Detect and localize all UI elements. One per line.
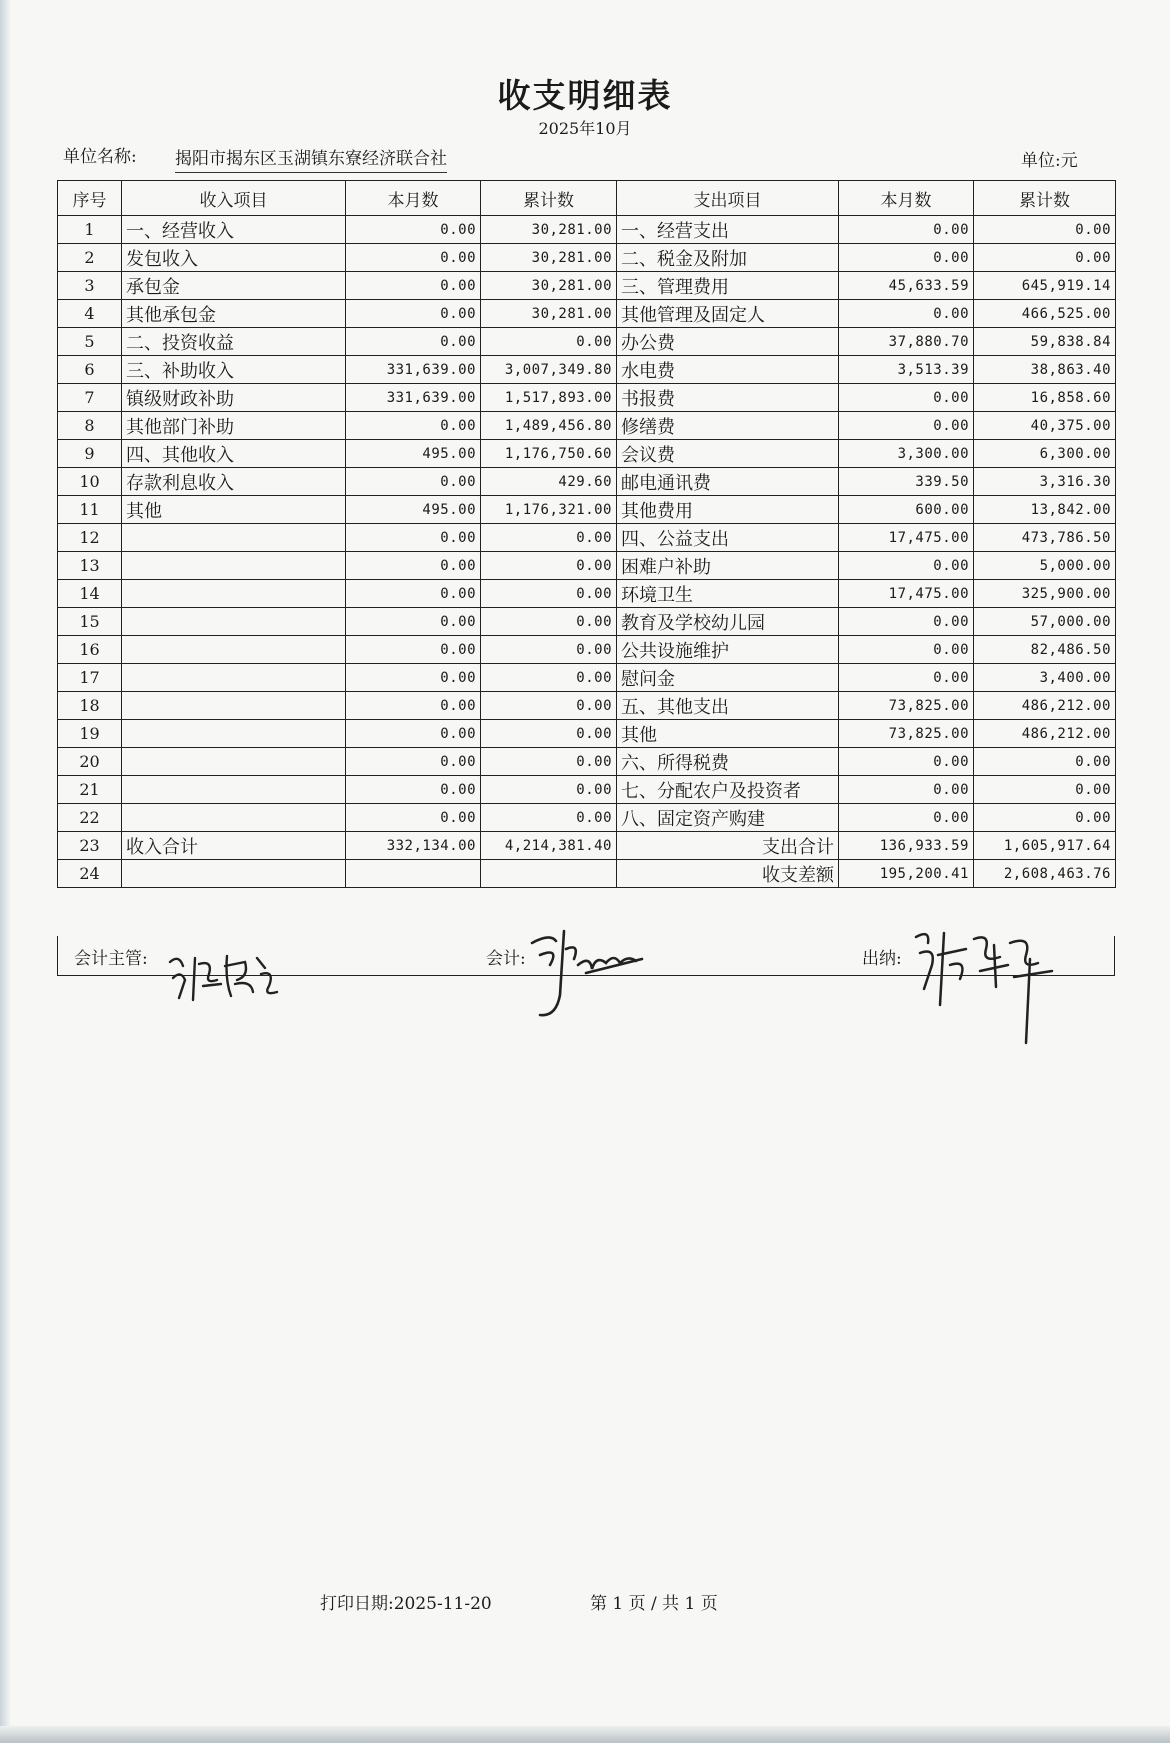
expense-item: 支出合计: [617, 832, 839, 860]
supervisor-label: 会计主管:: [74, 949, 148, 969]
income-cumulative: 1,176,750.60: [481, 440, 617, 468]
table-row: [58, 300, 1116, 328]
income-item: [122, 776, 346, 804]
accountant-signature: [520, 925, 650, 1025]
expense-month: 0.00: [839, 552, 974, 580]
table-row: [58, 720, 1116, 748]
table-row: [58, 216, 1116, 244]
expense-item: 八、固定资产购建: [617, 804, 839, 832]
expense-item: 公共设施维护: [617, 636, 839, 664]
unit-name-value: 揭阳市揭东区玉湖镇东寮经济联合社: [175, 144, 447, 173]
income-item: 收入合计: [122, 832, 346, 860]
expense-cumulative: 0.00: [974, 244, 1116, 272]
expense-month: 37,880.70: [839, 328, 974, 356]
row-number: 4: [58, 300, 122, 328]
expense-month: 0.00: [839, 244, 974, 272]
expense-item: 修缮费: [617, 412, 839, 440]
income-item: [122, 580, 346, 608]
table-row: [58, 776, 1116, 804]
table-row: [58, 412, 1116, 440]
income-cumulative: 0.00: [481, 608, 617, 636]
income-item: 其他: [122, 496, 346, 524]
table-row: [58, 356, 1116, 384]
row-number: 9: [58, 440, 122, 468]
income-month: 0.00: [346, 300, 481, 328]
table-row: [58, 384, 1116, 412]
expense-month: 195,200.41: [839, 860, 974, 888]
row-number: 10: [58, 468, 122, 496]
table-row: [58, 552, 1116, 580]
expense-item: 环境卫生: [617, 580, 839, 608]
income-item: [122, 720, 346, 748]
row-number: 18: [58, 692, 122, 720]
income-month: 0.00: [346, 524, 481, 552]
income-item: [122, 860, 346, 888]
expense-item: 其他费用: [617, 496, 839, 524]
expense-month: 17,475.00: [839, 524, 974, 552]
income-cumulative: 0.00: [481, 664, 617, 692]
row-number: 21: [58, 776, 122, 804]
income-month: 0.00: [346, 776, 481, 804]
expense-month: 0.00: [839, 664, 974, 692]
table-row: [58, 860, 1116, 888]
row-number: 23: [58, 832, 122, 860]
expense-month: 17,475.00: [839, 580, 974, 608]
income-month: 0.00: [346, 468, 481, 496]
unit-name-label: 单位名称:: [63, 147, 137, 167]
row-number: 7: [58, 384, 122, 412]
expense-item: 一、经营支出: [617, 216, 839, 244]
expense-item: 三、管理费用: [617, 272, 839, 300]
row-number: 2: [58, 244, 122, 272]
table-row: [58, 748, 1116, 776]
income-item: 存款利息收入: [122, 468, 346, 496]
expense-item: 办公费: [617, 328, 839, 356]
expense-cumulative: 0.00: [974, 216, 1116, 244]
income-month: 0.00: [346, 216, 481, 244]
table-row: [58, 496, 1116, 524]
income-cumulative: 30,281.00: [481, 216, 617, 244]
expense-item: 邮电通讯费: [617, 468, 839, 496]
income-item: 三、补助收入: [122, 356, 346, 384]
expense-month: 0.00: [839, 216, 974, 244]
expense-item: 四、公益支出: [617, 524, 839, 552]
income-cumulative: 0.00: [481, 552, 617, 580]
income-item: [122, 664, 346, 692]
table-row: [58, 272, 1116, 300]
row-number: 6: [58, 356, 122, 384]
income-cumulative: 1,517,893.00: [481, 384, 617, 412]
income-item: [122, 524, 346, 552]
income-item: 镇级财政补助: [122, 384, 346, 412]
expense-item: 五、其他支出: [617, 692, 839, 720]
income-month: 0.00: [346, 552, 481, 580]
header-expense-cumulative: 累计数: [974, 181, 1116, 216]
income-month: 0.00: [346, 804, 481, 832]
income-cumulative: 0.00: [481, 720, 617, 748]
income-item: 一、经营收入: [122, 216, 346, 244]
table-row: [58, 468, 1116, 496]
table-row: [58, 440, 1116, 468]
income-item: 其他承包金: [122, 300, 346, 328]
table-row: [58, 328, 1116, 356]
currency-unit: 单位:元: [1021, 151, 1078, 171]
row-number: 22: [58, 804, 122, 832]
table-row: [58, 608, 1116, 636]
row-number: 3: [58, 272, 122, 300]
supervisor-signature: [165, 940, 285, 1010]
expense-cumulative: 0.00: [974, 804, 1116, 832]
table-row: [58, 524, 1116, 552]
expense-cumulative: 82,486.50: [974, 636, 1116, 664]
income-month: 0.00: [346, 636, 481, 664]
row-number: 8: [58, 412, 122, 440]
expense-month: 136,933.59: [839, 832, 974, 860]
expense-item: 教育及学校幼儿园: [617, 608, 839, 636]
income-cumulative: 0.00: [481, 748, 617, 776]
income-month: 331,639.00: [346, 356, 481, 384]
income-month: 0.00: [346, 748, 481, 776]
income-cumulative: 4,214,381.40: [481, 832, 617, 860]
table-row: [58, 692, 1116, 720]
expense-cumulative: 0.00: [974, 748, 1116, 776]
income-item: [122, 804, 346, 832]
income-month: 0.00: [346, 580, 481, 608]
row-number: 15: [58, 608, 122, 636]
income-cumulative: 30,281.00: [481, 300, 617, 328]
income-cumulative: 0.00: [481, 328, 617, 356]
expense-item: 二、税金及附加: [617, 244, 839, 272]
expense-cumulative: 40,375.00: [974, 412, 1116, 440]
expense-month: 0.00: [839, 412, 974, 440]
expense-cumulative: 38,863.40: [974, 356, 1116, 384]
income-cumulative: 3,007,349.80: [481, 356, 617, 384]
table-row: [58, 832, 1116, 860]
cashier-signature: [910, 925, 1060, 1050]
income-month: 495.00: [346, 440, 481, 468]
page-title: 收支明细表: [497, 76, 673, 115]
expense-item: 其他管理及固定人: [617, 300, 839, 328]
expense-cumulative: 325,900.00: [974, 580, 1116, 608]
expense-cumulative: 466,525.00: [974, 300, 1116, 328]
row-number: 20: [58, 748, 122, 776]
expense-item: 会议费: [617, 440, 839, 468]
header-expense-month: 本月数: [839, 181, 974, 216]
row-number: 19: [58, 720, 122, 748]
expense-month: 0.00: [839, 748, 974, 776]
income-item: [122, 608, 346, 636]
page-info: 第 1 页 / 共 1 页: [590, 1594, 718, 1614]
income-cumulative: 0.00: [481, 636, 617, 664]
expense-item: 慰问金: [617, 664, 839, 692]
row-number: 13: [58, 552, 122, 580]
expense-cumulative: 486,212.00: [974, 720, 1116, 748]
expense-cumulative: 2,608,463.76: [974, 860, 1116, 888]
row-number: 16: [58, 636, 122, 664]
expense-month: 600.00: [839, 496, 974, 524]
income-month: 332,134.00: [346, 832, 481, 860]
expense-month: 339.50: [839, 468, 974, 496]
expense-month: 73,825.00: [839, 692, 974, 720]
table-row: [58, 580, 1116, 608]
report-period: 2025年10月: [538, 119, 632, 138]
income-month: 495.00: [346, 496, 481, 524]
header-income-cumulative: 累计数: [481, 181, 617, 216]
income-month: 0.00: [346, 328, 481, 356]
income-cumulative: 0.00: [481, 580, 617, 608]
expense-cumulative: 0.00: [974, 776, 1116, 804]
header-income-item: 收入项目: [122, 181, 346, 216]
row-number: 1: [58, 216, 122, 244]
income-cumulative: 429.60: [481, 468, 617, 496]
expense-month: 73,825.00: [839, 720, 974, 748]
row-number: 11: [58, 496, 122, 524]
row-number: 17: [58, 664, 122, 692]
income-month: [346, 860, 481, 888]
income-item: [122, 636, 346, 664]
expense-cumulative: 13,842.00: [974, 496, 1116, 524]
expense-month: 0.00: [839, 776, 974, 804]
scan-left-edge: [0, 0, 10, 1743]
expense-cumulative: 59,838.84: [974, 328, 1116, 356]
header-no: 序号: [58, 181, 122, 216]
ledger-table: [57, 180, 1116, 888]
income-cumulative: 30,281.00: [481, 244, 617, 272]
header-income-month: 本月数: [346, 181, 481, 216]
row-number: 14: [58, 580, 122, 608]
income-item: 承包金: [122, 272, 346, 300]
expense-item: 书报费: [617, 384, 839, 412]
income-month: 331,639.00: [346, 384, 481, 412]
expense-cumulative: 6,300.00: [974, 440, 1116, 468]
expense-item: 七、分配农户及投资者: [617, 776, 839, 804]
expense-month: 0.00: [839, 384, 974, 412]
row-number: 5: [58, 328, 122, 356]
income-cumulative: 0.00: [481, 776, 617, 804]
expense-cumulative: 5,000.00: [974, 552, 1116, 580]
row-number: 12: [58, 524, 122, 552]
expense-item: 六、所得税费: [617, 748, 839, 776]
expense-month: 0.00: [839, 804, 974, 832]
expense-month: 45,633.59: [839, 272, 974, 300]
income-item: 发包收入: [122, 244, 346, 272]
expense-cumulative: 16,858.60: [974, 384, 1116, 412]
expense-item: 水电费: [617, 356, 839, 384]
expense-month: 0.00: [839, 300, 974, 328]
income-cumulative: 0.00: [481, 524, 617, 552]
expense-item: 困难户补助: [617, 552, 839, 580]
expense-cumulative: 3,400.00: [974, 664, 1116, 692]
header-expense-item: 支出项目: [617, 181, 839, 216]
expense-month: 0.00: [839, 608, 974, 636]
income-cumulative: 0.00: [481, 804, 617, 832]
table-row: [58, 636, 1116, 664]
expense-cumulative: 57,000.00: [974, 608, 1116, 636]
cashier-label: 出纳:: [862, 949, 902, 969]
expense-item: 收支差额: [617, 860, 839, 888]
income-item: [122, 552, 346, 580]
income-month: 0.00: [346, 272, 481, 300]
income-item: [122, 692, 346, 720]
table-header-row: [58, 181, 1116, 216]
income-month: 0.00: [346, 692, 481, 720]
income-month: 0.00: [346, 720, 481, 748]
income-month: 0.00: [346, 244, 481, 272]
expense-cumulative: 473,786.50: [974, 524, 1116, 552]
income-item: 四、其他收入: [122, 440, 346, 468]
expense-month: 3,300.00: [839, 440, 974, 468]
expense-cumulative: 1,605,917.64: [974, 832, 1116, 860]
expense-item: 其他: [617, 720, 839, 748]
income-cumulative: 1,489,456.80: [481, 412, 617, 440]
expense-month: 0.00: [839, 636, 974, 664]
table-row: [58, 244, 1116, 272]
income-item: 二、投资收益: [122, 328, 346, 356]
income-item: 其他部门补助: [122, 412, 346, 440]
income-cumulative: 30,281.00: [481, 272, 617, 300]
income-month: 0.00: [346, 412, 481, 440]
accountant-label: 会计:: [486, 949, 526, 969]
income-cumulative: 1,176,321.00: [481, 496, 617, 524]
table-row: [58, 804, 1116, 832]
print-date: 打印日期:2025-11-20: [320, 1594, 492, 1614]
scan-bottom-edge: [0, 1726, 1170, 1743]
table-row: [58, 664, 1116, 692]
row-number: 24: [58, 860, 122, 888]
income-item: [122, 748, 346, 776]
income-month: 0.00: [346, 608, 481, 636]
income-cumulative: [481, 860, 617, 888]
expense-cumulative: 3,316.30: [974, 468, 1116, 496]
income-cumulative: 0.00: [481, 692, 617, 720]
expense-cumulative: 486,212.00: [974, 692, 1116, 720]
income-month: 0.00: [346, 664, 481, 692]
expense-cumulative: 645,919.14: [974, 272, 1116, 300]
expense-month: 3,513.39: [839, 356, 974, 384]
